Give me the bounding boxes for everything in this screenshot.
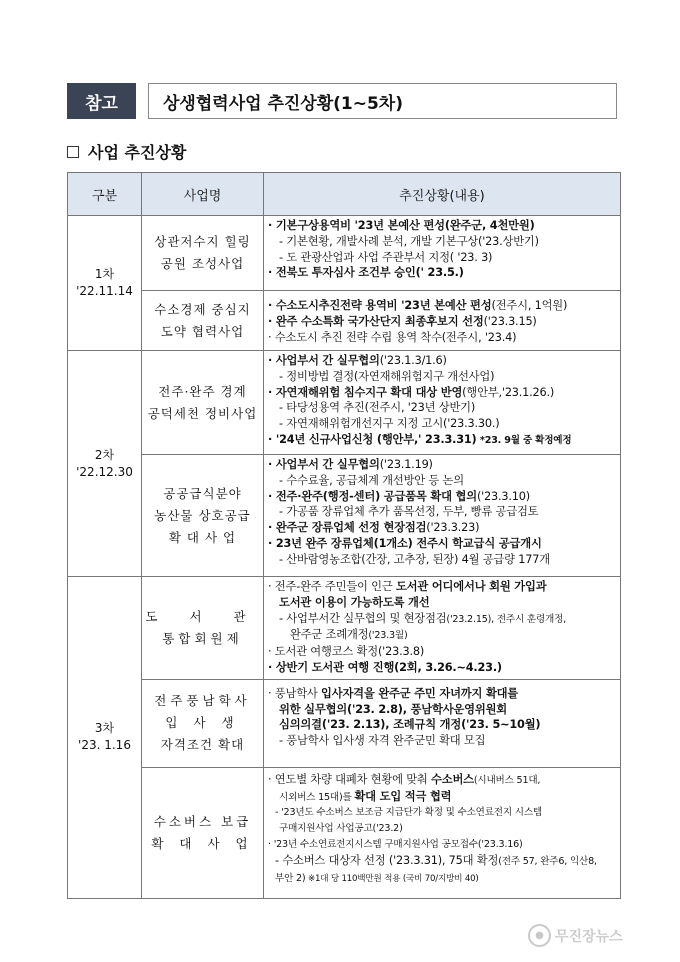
status-line: · 자연재해위험 침수지구 확대 대상 반영(행안부,'23.1.26.) xyxy=(268,385,555,399)
project-name-cell xyxy=(142,216,264,291)
status-line: · 전북도 투자심사 조건부 승인(' 23.5.) xyxy=(268,266,464,280)
news-logo-icon: ● xyxy=(528,924,551,947)
status-line: - 수수료율, 공급체계 개선방안 등 논의 xyxy=(279,473,464,487)
project-name-line: 전주풍남학사 xyxy=(154,693,251,709)
status-line: - 타당성용역 추진(전주시, '23년 상반기) xyxy=(279,401,476,415)
status-line: · 수소도시 추진 전략 수립 용역 착수(전주시, '23.4) xyxy=(268,330,517,344)
project-name-cell xyxy=(142,351,264,455)
page-title: 상생협력사업 추진상황(1~5차) xyxy=(148,83,617,119)
status-line: - 풍남학사 입사생 자격 완주군민 확대 모집 xyxy=(279,734,486,748)
table-row xyxy=(68,351,621,455)
status-cell xyxy=(264,577,621,680)
status-line: · '24년 신규사업신청 (행안부,' 23.3.31) *23. 9월 중 확정예정 xyxy=(268,432,572,446)
status-line: 도서관 이용이 가능하도록 개선 xyxy=(279,595,430,609)
status-line: - 가공품 장류업체 추가 품목선정, 두부, 빵류 공급검토 xyxy=(279,505,539,519)
table-row xyxy=(68,216,621,291)
column-header-project: 사업명 xyxy=(142,173,264,216)
status-line: - 산바람영농조합(간장, 고추장, 된장) 4월 공급량 177개 xyxy=(279,552,550,566)
status-line: - 수소버스 대상자 선정 ('23.3.31), 75대 확정(전주 57, 완주6, 익산8, xyxy=(275,853,597,867)
project-name-line: 도 서 관 xyxy=(145,608,260,624)
project-name-line: 농산물 상호공급 xyxy=(154,507,251,523)
round-cell xyxy=(68,351,142,577)
column-header-status: 추진상황(내용) xyxy=(264,173,621,216)
project-name-line: 전주·완주 경계 xyxy=(158,383,247,399)
project-name-cell xyxy=(142,455,264,577)
table-header-row xyxy=(68,173,621,216)
project-name-line: 입 사 생 xyxy=(165,715,240,731)
watermark-text: 무진장뉴스 xyxy=(555,928,623,945)
project-name-cell xyxy=(142,577,264,680)
status-line: · 전주-완주 주민들이 인근 도서관 어디에서나 회원 가입과 xyxy=(268,580,547,593)
round-cell xyxy=(68,216,142,351)
project-name-line: 도약 협력사업 xyxy=(160,323,245,339)
status-cell xyxy=(264,351,621,455)
progress-table xyxy=(67,172,621,899)
status-line: · '23년 수소연료전지시스템 구매지원사업 공모접수('23.3.16) xyxy=(268,838,523,850)
table-row xyxy=(68,577,621,680)
column-header-gubun: 구분 xyxy=(68,173,142,216)
section-heading xyxy=(67,140,186,163)
project-name-line: 수소경제 중심지 xyxy=(154,301,251,317)
status-line: 심의의결('23. 2.13), 조례규칙 개정('23. 5~10월) xyxy=(279,718,541,732)
project-name-cell xyxy=(142,679,264,767)
project-name-line: 자격조건 확대 xyxy=(160,737,245,753)
round-label: 1차 xyxy=(94,267,115,281)
status-line: - 기본현황, 개발사례 분석, 개발 기본구상('23.상반기) xyxy=(279,234,539,248)
section-title: 사업 추진상황 xyxy=(88,143,187,162)
status-line: · 완주군 장류업체 선정 현장점검('23.3.23) xyxy=(268,521,480,535)
project-name-cell xyxy=(142,767,264,898)
table-row xyxy=(68,291,621,351)
project-name-line: 확 대 사 업 xyxy=(168,529,237,545)
round-cell xyxy=(68,577,142,899)
watermark xyxy=(528,924,623,947)
status-line: - 사업부서간 실무협의 및 현장점검('23.2.15), 전주시 훈령개정, xyxy=(279,611,567,625)
table-row xyxy=(68,679,621,767)
status-cell xyxy=(264,455,621,577)
table-row xyxy=(68,455,621,577)
reference-tag: 참고 xyxy=(67,83,136,119)
table-row xyxy=(68,767,621,898)
status-line: · 완주 수소특화 국가산단지 최종후보지 선정('23.3.15) xyxy=(268,314,537,328)
status-line: 완주군 조례개정('23.3월) xyxy=(290,628,408,642)
round-label: 2차 xyxy=(94,447,115,462)
status-line: · 수소도시추진전략 용역비 '23년 본예산 편성(전주시, 1억원) xyxy=(268,299,568,312)
status-line: - 도 관광산업과 사업 주관부서 지정( '23. 3) xyxy=(279,250,493,264)
status-cell xyxy=(264,291,621,351)
status-line: · 사업부서 간 실무협의('23.1.19) xyxy=(268,458,433,471)
project-name-line: 공원 조성사업 xyxy=(160,256,245,271)
round-label: 3차 xyxy=(94,721,115,736)
project-name-line: 공공급식분야 xyxy=(163,485,242,501)
status-cell xyxy=(264,216,621,291)
project-name-cell xyxy=(142,291,264,351)
project-name-line: 공덕세천 정비사업 xyxy=(147,405,258,421)
status-line: · 상반기 도서관 여행 진행(2회, 3.26.~4.23.) xyxy=(268,660,502,674)
page-title-bar xyxy=(67,83,618,119)
status-line: 구매지원사업 사업공고('23.2) xyxy=(279,823,403,835)
project-name-line: 상관저수지 힐링 xyxy=(154,234,251,249)
status-line: · 기본구상용역비 '23년 본예산 편성(완주군, 4천만원) xyxy=(268,219,535,232)
project-name-line: 확 대 사 업 xyxy=(151,835,254,851)
round-date: '23. 1.16 xyxy=(78,738,131,753)
project-name-line: 수소버스 보급 xyxy=(153,813,252,829)
status-line: · 사업부서 간 실무협의('23.1.3/1.6) xyxy=(268,354,447,367)
status-line: · 전주·완주(행정-센터) 공급품목 확대 협의('23.3.10) xyxy=(268,489,530,503)
status-line: · 23년 완주 장류업체(1개소) 전주시 학교급식 공급개시 xyxy=(268,536,542,550)
status-line: 시외버스 15대)를 확대 도입 적극 협력 xyxy=(279,789,452,803)
round-date: '22.11.14 xyxy=(76,284,133,298)
status-line: 위한 실무협의('23. 2.8), 풍남학사운영위원회 xyxy=(279,702,507,716)
status-line: · 풍남학사 입사자격을 완주군 주민 자녀까지 확대를 xyxy=(268,686,519,700)
project-name-line: 통합회원제 xyxy=(162,630,243,646)
status-line: - 자연재해위험개선지구 지정 고시('23.3.30.) xyxy=(279,417,500,431)
status-line: 부안 2) ※1대 당 110백만원 적용 (국비 70/지방비 40) xyxy=(275,872,479,884)
status-line: - 정비방법 결정(자연재해위험지구 개선사업) xyxy=(279,369,495,383)
checkbox-square-icon xyxy=(67,146,79,158)
status-line: · 도서관 여행코스 확정('23.3.8) xyxy=(268,645,425,659)
status-line: - '23년도 수소버스 보조금 지급단가 확정 및 수소연료전지 시스템 xyxy=(275,807,542,819)
status-line: · 연도별 차량 대폐차 현황에 맞춰 수소버스(시내버스 51대, xyxy=(268,772,541,786)
status-cell xyxy=(264,767,621,898)
status-cell xyxy=(264,679,621,767)
round-date: '22.12.30 xyxy=(76,464,133,479)
